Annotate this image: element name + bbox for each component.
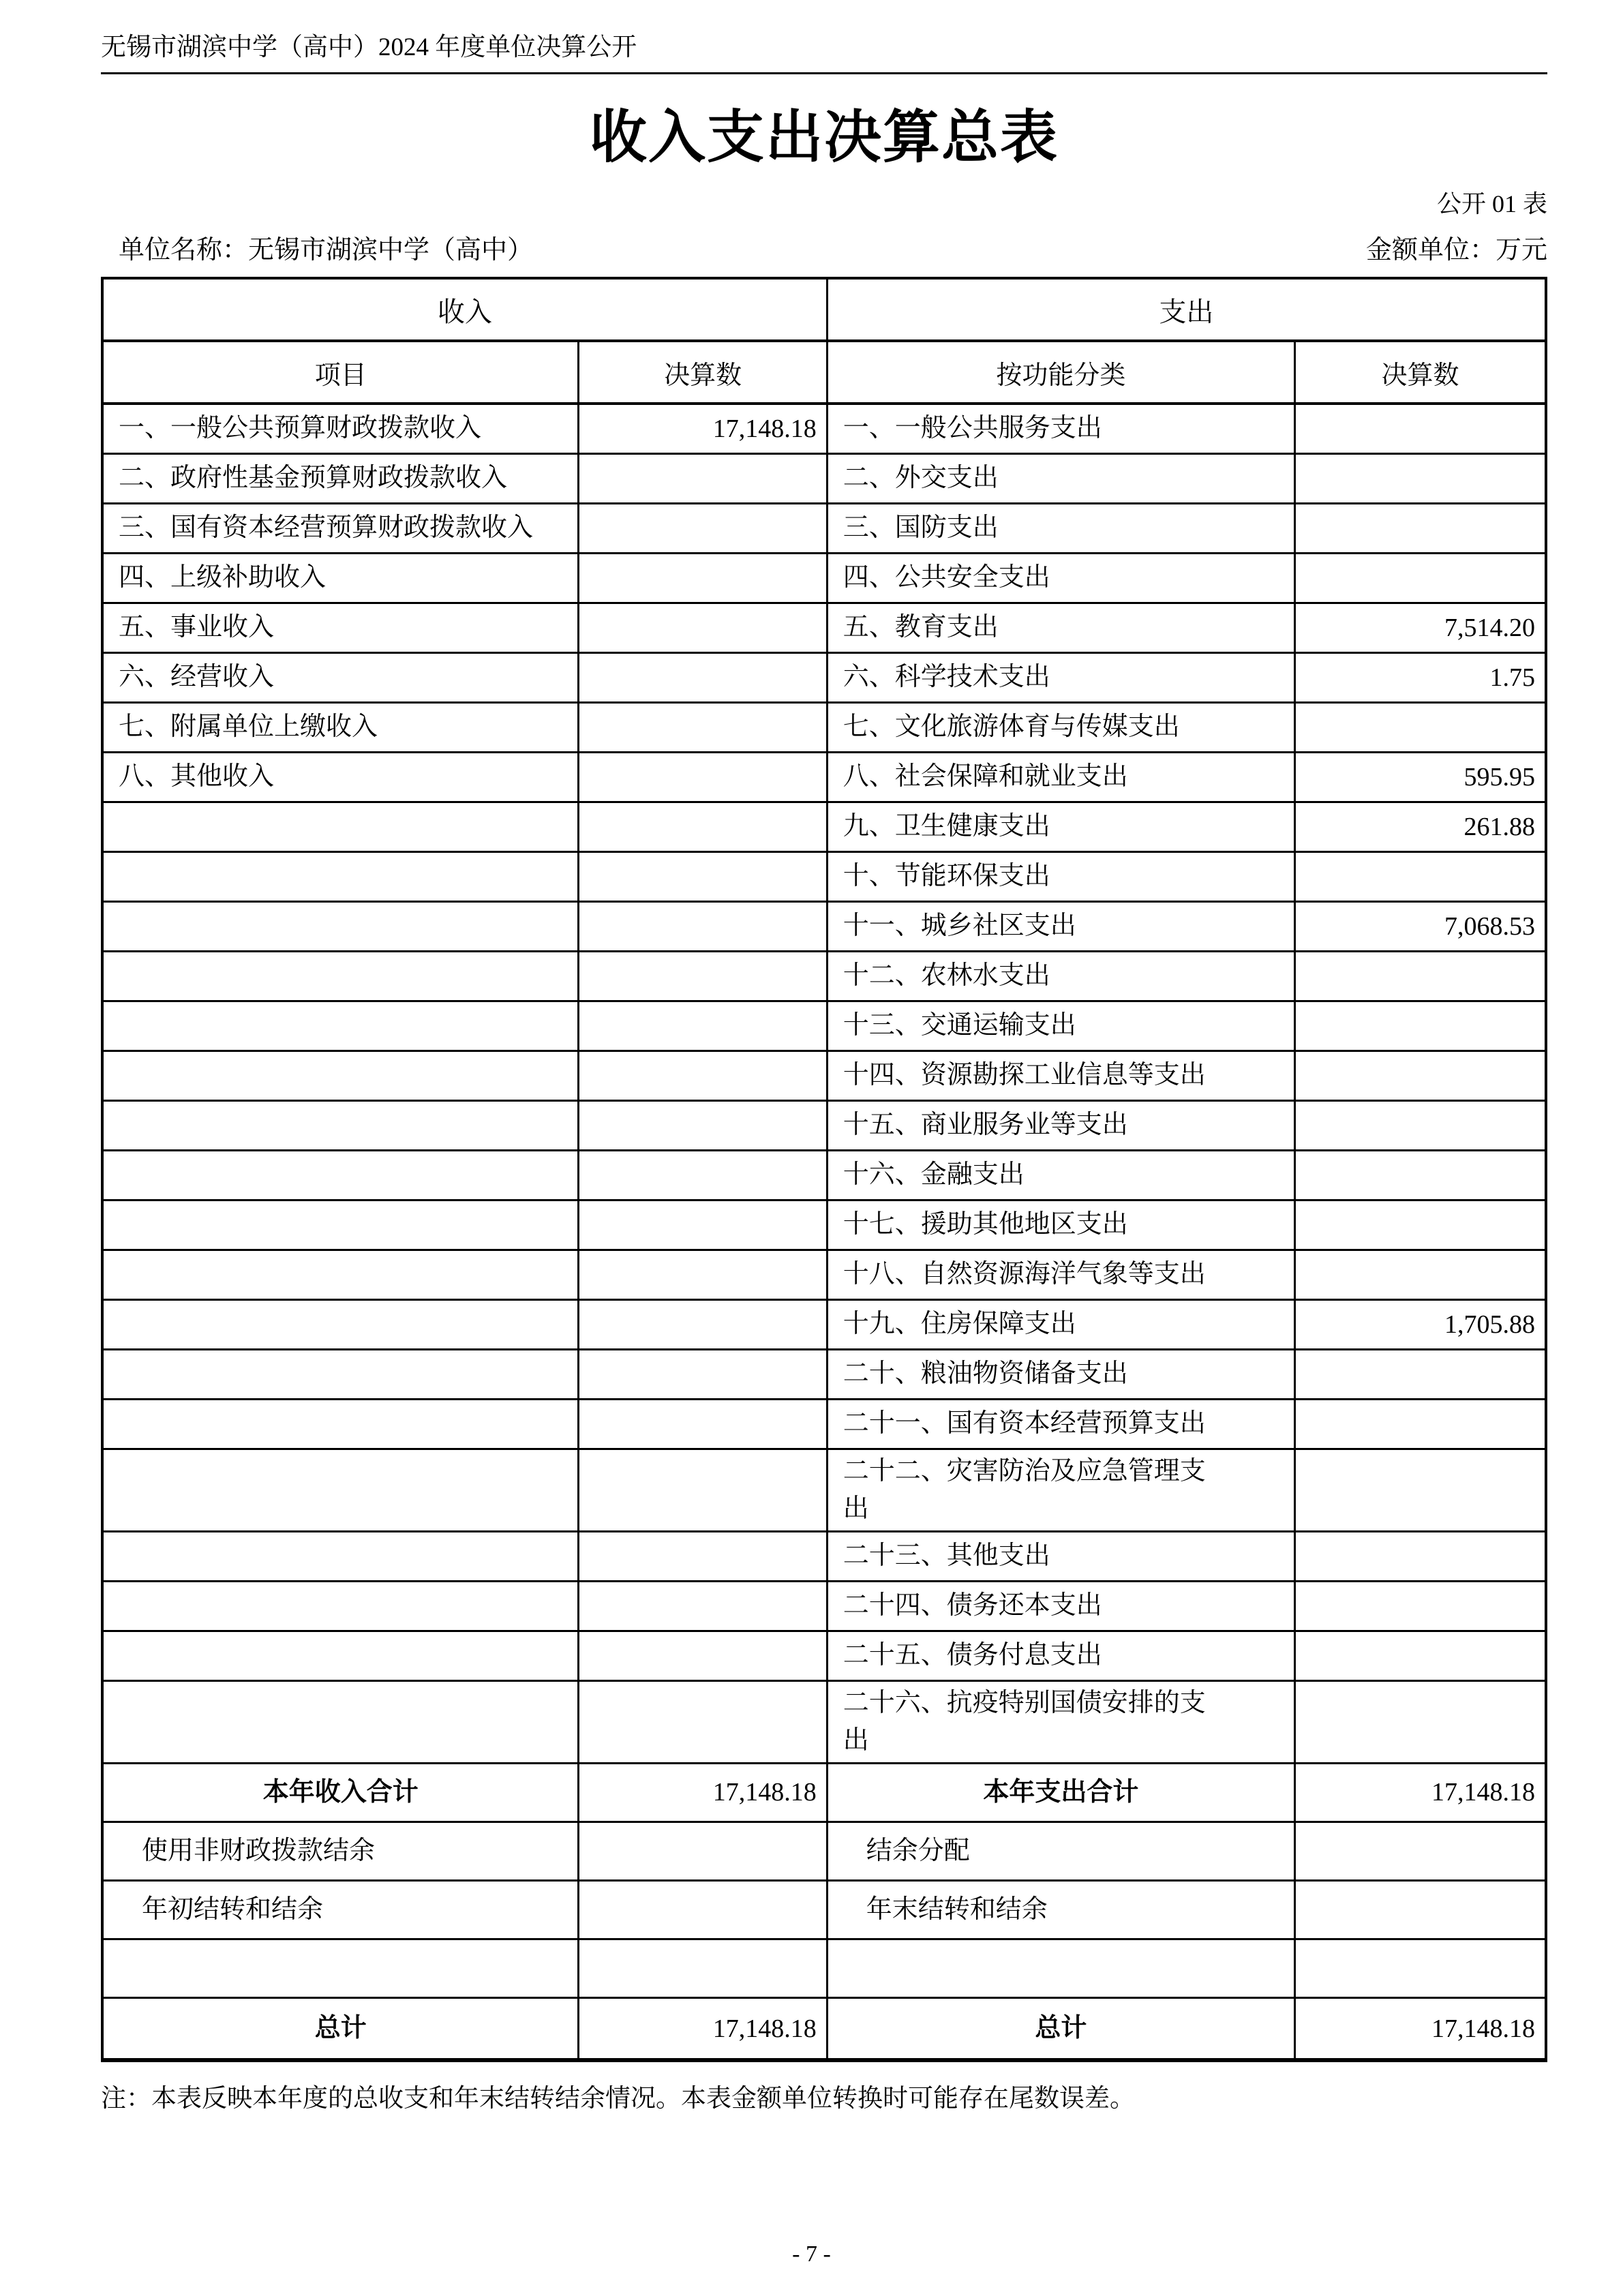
expense-item-cell-text: 二十六、抗疫特别国债安排的支出 (843, 1688, 1206, 1755)
expense-item-cell (827, 1680, 1294, 1763)
expense-item-cell-text: 十七、援助其他地区支出 (843, 1210, 1128, 1239)
expense-item-cell-text: 十八、自然资源海洋气象等支出 (843, 1260, 1206, 1289)
table-row (102, 453, 1546, 503)
table-row (102, 1680, 1546, 1763)
income-item-cell (102, 1531, 579, 1581)
expense-item-cell-text: 十三、交通运输支出 (843, 1011, 1076, 1040)
table-row (102, 603, 1546, 652)
table-row (102, 1051, 1546, 1100)
income-amount-cell (579, 1997, 827, 2060)
table-row (102, 901, 1546, 951)
page-title: 收入支出决算总表 (589, 106, 1059, 170)
income-amount-cell (579, 1680, 827, 1763)
income-item-cell-text: 一、一般公共预算财政拨款收入 (119, 414, 482, 443)
table-row (102, 404, 1546, 453)
expense-item-cell (827, 901, 1294, 951)
expense-item-cell-text: 二、外交支出 (843, 464, 999, 493)
table-number: 公开 01 表 (1436, 190, 1547, 217)
expense-item-cell-text: 十五、商业服务业等支出 (843, 1111, 1128, 1140)
income-amount-cell (579, 652, 827, 702)
expense-amount-cell-text: 595.95 (1463, 762, 1535, 791)
footnote: 注：本表反映本年度的总收支和年末结转结余情况。本表金额单位转换时可能存在尾数误差。 (101, 2085, 1135, 2113)
income-item-cell (102, 702, 579, 752)
expense-amount-cell (1294, 1299, 1546, 1349)
expense-item-cell-text: 本年支出合计 (983, 1777, 1139, 1807)
expense-item-cell-text: 十、节能环保支出 (843, 862, 1050, 891)
income-item-cell-text: 三、国有资本经营预算财政拨款收入 (119, 513, 534, 543)
income-item-cell (102, 1763, 579, 1822)
expense-item-cell-text: 十六、金融支出 (843, 1160, 1025, 1190)
table-row (102, 1449, 1546, 1531)
col-header-function: 按功能分类 (827, 341, 1294, 404)
income-item-cell (102, 1100, 579, 1150)
col-header-income-amount: 决算数 (579, 341, 827, 404)
income-amount-cell (579, 404, 827, 453)
document-header-text: 无锡市湖滨中学（高中）2024 年度单位决算公开 (101, 33, 637, 61)
income-item-cell (102, 1581, 579, 1631)
expense-amount-cell-text: 1.75 (1489, 663, 1535, 692)
expense-item-cell-text: 二十三、其他支出 (843, 1541, 1050, 1571)
expense-amount-cell-text: 17,148.18 (1431, 2014, 1535, 2043)
income-item-cell (102, 553, 579, 603)
expense-item-cell-text: 十二、农林水支出 (843, 961, 1050, 991)
income-amount-cell (579, 1449, 827, 1531)
table-row (102, 652, 1546, 702)
expense-amount-cell (1294, 1250, 1546, 1299)
income-amount-cell (579, 503, 827, 553)
income-amount-cell-text: 17,148.18 (712, 414, 817, 443)
table-row (102, 1250, 1546, 1299)
income-amount-cell (579, 1150, 827, 1200)
table-row (102, 1200, 1546, 1250)
expense-item-cell-text: 八、社会保障和就业支出 (843, 762, 1128, 791)
expense-item-cell-text: 一、一般公共服务支出 (843, 414, 1102, 443)
income-item-cell-text: 八、其他收入 (119, 762, 275, 791)
income-amount-cell (579, 1100, 827, 1150)
expense-item-cell-text: 四、公共安全支出 (843, 563, 1050, 592)
expense-item-cell (827, 1822, 1294, 1880)
income-item-cell (102, 652, 579, 702)
expense-item-cell (827, 453, 1294, 503)
income-amount-cell (579, 752, 827, 802)
expense-item-cell (827, 553, 1294, 603)
expense-amount-cell (1294, 1051, 1546, 1100)
expense-amount-cell-text: 261.88 (1463, 812, 1535, 841)
expense-item-cell-text: 六、科学技术支出 (843, 663, 1050, 692)
income-item-cell (102, 1001, 579, 1051)
expense-amount-cell (1294, 503, 1546, 553)
table-row (102, 1399, 1546, 1449)
expense-amount-cell (1294, 404, 1546, 453)
income-amount-cell (579, 453, 827, 503)
expense-amount-cell (1294, 1680, 1546, 1763)
expense-item-cell-text: 结余分配 (866, 1836, 970, 1865)
expense-item-cell (827, 1581, 1294, 1631)
table-row (102, 951, 1546, 1001)
expense-amount-cell (1294, 1822, 1546, 1880)
expense-amount-cell-text: 7,068.53 (1444, 911, 1535, 941)
income-item-cell-text: 五、事业收入 (119, 613, 275, 642)
expense-item-cell (827, 1001, 1294, 1051)
table-row (102, 1822, 1546, 1880)
income-item-cell (102, 404, 579, 453)
expense-item-cell-text: 二十五、债务付息支出 (843, 1641, 1102, 1670)
income-item-cell (102, 1880, 579, 1939)
expense-amount-cell (1294, 1880, 1546, 1939)
amount-unit-label: 金额单位：万元 (1365, 235, 1547, 265)
income-amount-cell (579, 1880, 827, 1939)
expense-item-cell-text: 九、卫生健康支出 (843, 812, 1050, 841)
table-row (102, 503, 1546, 553)
expense-amount-cell (1294, 851, 1546, 901)
budget-summary-table (101, 277, 1547, 2062)
income-amount-cell (579, 1349, 827, 1399)
income-item-cell (102, 1822, 579, 1880)
expense-item-cell (827, 802, 1294, 851)
expense-item-cell-text: 总计 (1035, 2014, 1087, 2043)
expense-amount-cell (1294, 951, 1546, 1001)
expense-item-cell (827, 1399, 1294, 1449)
col-header-expense-amount: 决算数 (1294, 341, 1546, 404)
expense-item-cell (827, 1763, 1294, 1822)
expense-item-cell (827, 752, 1294, 802)
expense-amount-cell (1294, 802, 1546, 851)
document-header (101, 31, 1547, 74)
expense-item-cell-text: 二十、粮油物资储备支出 (843, 1359, 1128, 1389)
expense-amount-cell (1294, 702, 1546, 752)
expense-item-cell-text: 二十四、债务还本支出 (843, 1591, 1102, 1620)
expense-amount-cell (1294, 1150, 1546, 1200)
income-item-cell (102, 453, 579, 503)
income-amount-cell (579, 1200, 827, 1250)
expense-item-cell-text: 十九、住房保障支出 (843, 1310, 1076, 1339)
income-item-cell-text: 二、政府性基金预算财政拨款收入 (119, 464, 508, 493)
expense-item-cell-text: 年末结转和结余 (866, 1894, 1048, 1924)
table-row (102, 851, 1546, 901)
income-amount-cell (579, 1631, 827, 1680)
table-body (102, 404, 1546, 2060)
income-amount-cell (579, 951, 827, 1001)
income-amount-cell (579, 1939, 827, 1997)
expense-item-cell (827, 1880, 1294, 1939)
expense-amount-cell (1294, 453, 1546, 503)
income-item-cell (102, 1449, 579, 1531)
expense-amount-cell (1294, 1763, 1546, 1822)
col-header-item: 项目 (102, 341, 579, 404)
expense-item-cell (827, 603, 1294, 652)
income-item-cell (102, 1680, 579, 1763)
expense-amount-cell (1294, 1939, 1546, 1997)
income-amount-cell (579, 851, 827, 901)
income-amount-cell (579, 901, 827, 951)
expense-item-cell-text: 七、文化旅游体育与传媒支出 (843, 712, 1180, 742)
income-item-cell-text: 本年收入合计 (262, 1777, 419, 1807)
expense-item-cell (827, 1531, 1294, 1581)
income-amount-cell (579, 1581, 827, 1631)
income-item-cell (102, 1250, 579, 1299)
expense-item-cell (827, 851, 1294, 901)
expense-item-cell (827, 1349, 1294, 1399)
expense-item-cell (827, 1299, 1294, 1349)
unit-name-label: 单位名称：无锡市湖滨中学（高中） (119, 235, 534, 265)
income-amount-cell-text: 17,148.18 (712, 1778, 817, 1807)
expense-item-cell (827, 1997, 1294, 2060)
expense-amount-cell (1294, 1449, 1546, 1531)
expense-item-cell-text: 三、国防支出 (843, 513, 999, 543)
table-row (102, 1349, 1546, 1399)
income-item-cell-text: 总计 (314, 2014, 367, 2043)
expense-item-cell (827, 702, 1294, 752)
table-row (102, 1100, 1546, 1150)
table-row (102, 1001, 1546, 1051)
table-row (102, 1997, 1546, 2060)
expense-amount-cell (1294, 1001, 1546, 1051)
table-row (102, 553, 1546, 603)
income-amount-cell (579, 1763, 827, 1822)
expense-item-cell (827, 503, 1294, 553)
table-row (102, 1763, 1546, 1822)
income-item-cell (102, 603, 579, 652)
expense-item-cell (827, 1200, 1294, 1250)
table-row (102, 1299, 1546, 1349)
expense-amount-cell (1294, 603, 1546, 652)
income-item-cell-text: 六、经营收入 (119, 663, 275, 692)
table-row (102, 752, 1546, 802)
income-section-header: 收入 (102, 278, 827, 341)
expense-item-cell (827, 1939, 1294, 1997)
income-amount-cell (579, 1822, 827, 1880)
expense-item-cell (827, 1100, 1294, 1150)
expense-item-cell-text: 二十一、国有资本经营预算支出 (843, 1409, 1206, 1438)
expense-amount-cell (1294, 1200, 1546, 1250)
income-item-cell (102, 1939, 579, 1997)
income-item-cell (102, 752, 579, 802)
income-item-cell (102, 951, 579, 1001)
income-item-cell-text: 年初结转和结余 (142, 1894, 324, 1924)
expense-amount-cell (1294, 901, 1546, 951)
table-row (102, 1581, 1546, 1631)
income-amount-cell (579, 1299, 827, 1349)
income-item-cell (102, 1997, 579, 2060)
table-row (102, 1939, 1546, 1997)
expense-amount-cell (1294, 1531, 1546, 1581)
income-amount-cell (579, 1250, 827, 1299)
expense-item-cell (827, 1250, 1294, 1299)
income-amount-cell (579, 802, 827, 851)
expense-amount-cell (1294, 752, 1546, 802)
table-row (102, 802, 1546, 851)
expense-item-cell (827, 1150, 1294, 1200)
expense-item-cell (827, 652, 1294, 702)
table-row (102, 702, 1546, 752)
expense-amount-cell (1294, 1100, 1546, 1150)
section-header-row (102, 278, 1546, 341)
expense-section-header: 支出 (827, 278, 1546, 341)
expense-amount-cell (1294, 652, 1546, 702)
income-item-cell (102, 1051, 579, 1100)
expense-amount-cell (1294, 1581, 1546, 1631)
income-amount-cell (579, 1001, 827, 1051)
expense-amount-cell-text: 7,514.20 (1444, 613, 1535, 642)
info-line (101, 234, 1547, 267)
expense-amount-cell (1294, 1997, 1546, 2060)
expense-item-cell (827, 1051, 1294, 1100)
income-amount-cell (579, 1531, 827, 1581)
income-item-cell (102, 1299, 579, 1349)
expense-item-cell (827, 404, 1294, 453)
income-amount-cell (579, 553, 827, 603)
income-item-cell (102, 802, 579, 851)
expense-item-cell (827, 1631, 1294, 1680)
income-item-cell-text: 使用非财政拨款结余 (142, 1836, 376, 1865)
expense-item-cell-text: 十四、资源勘探工业信息等支出 (843, 1061, 1206, 1090)
income-amount-cell (579, 603, 827, 652)
income-amount-cell (579, 1051, 827, 1100)
income-item-cell (102, 1399, 579, 1449)
income-item-cell (102, 901, 579, 951)
table-row (102, 1531, 1546, 1581)
expense-item-cell-text: 二十二、灾害防治及应急管理支出 (843, 1456, 1206, 1523)
expense-item-cell-text: 十一、城乡社区支出 (843, 911, 1076, 941)
expense-amount-cell (1294, 1631, 1546, 1680)
expense-amount-cell (1294, 1399, 1546, 1449)
expense-amount-cell (1294, 553, 1546, 603)
expense-amount-cell-text: 1,705.88 (1444, 1310, 1535, 1339)
column-header-row (102, 341, 1546, 404)
income-item-cell-text: 七、附属单位上缴收入 (119, 712, 378, 742)
income-amount-cell-text: 17,148.18 (712, 2014, 817, 2043)
income-item-cell (102, 1150, 579, 1200)
table-row (102, 1631, 1546, 1680)
table-row (102, 1150, 1546, 1200)
expense-item-cell (827, 1449, 1294, 1531)
expense-item-cell (827, 951, 1294, 1001)
income-amount-cell (579, 702, 827, 752)
expense-item-cell-text: 五、教育支出 (843, 613, 999, 642)
income-item-cell (102, 503, 579, 553)
expense-amount-cell-text: 17,148.18 (1431, 1778, 1535, 1807)
income-item-cell (102, 1200, 579, 1250)
expense-amount-cell (1294, 1349, 1546, 1399)
income-item-cell-text: 四、上级补助收入 (119, 563, 327, 592)
income-amount-cell (579, 1399, 827, 1449)
income-item-cell (102, 851, 579, 901)
page-number: - 7 - (792, 2241, 831, 2267)
table-row (102, 1880, 1546, 1939)
income-item-cell (102, 1349, 579, 1399)
income-item-cell (102, 1631, 579, 1680)
